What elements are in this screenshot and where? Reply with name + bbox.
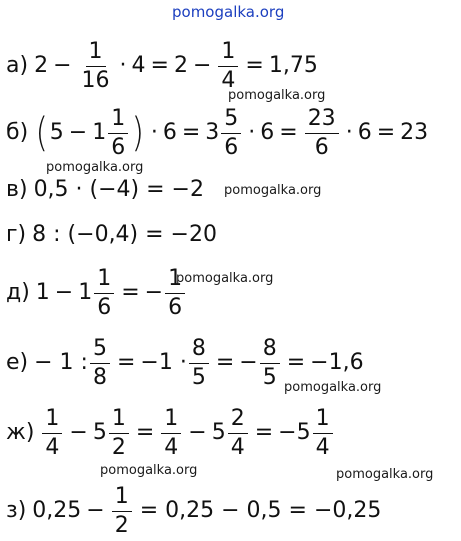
term: 4 (131, 53, 146, 78)
item-label: а) (6, 53, 29, 78)
term: 2 (34, 53, 49, 78)
denominator: 16 (81, 67, 110, 93)
numerator: 1 (313, 407, 333, 433)
fraction (109, 407, 129, 458)
operator: = (181, 120, 201, 145)
numerator: 5 (221, 107, 241, 133)
term: 6 (162, 120, 177, 145)
operator: − (86, 498, 105, 523)
equation-zh (6, 404, 457, 462)
operator: − (192, 53, 212, 78)
fraction (112, 485, 132, 536)
term: − 1 : (34, 350, 88, 375)
item-label: д) (6, 280, 30, 305)
term: 0,25 (32, 498, 82, 523)
numerator: 1 (161, 407, 181, 433)
term: 1 (35, 280, 50, 305)
equation-v (6, 176, 457, 204)
item-label: г) (6, 222, 27, 247)
numerator: 1 (42, 407, 62, 433)
denominator: 4 (315, 434, 330, 460)
operator: = (376, 120, 396, 145)
right-paren: ) (131, 110, 145, 156)
fraction (42, 407, 62, 458)
item-label: ж) (6, 420, 35, 445)
operator: · (345, 120, 353, 145)
denominator: 5 (191, 364, 206, 390)
watermark: pomogalka.org (224, 183, 322, 198)
numerator: 8 (260, 337, 280, 363)
numerator: 5 (90, 337, 110, 363)
mixed-number (212, 407, 250, 458)
fraction (94, 267, 114, 318)
whole-part: 5 (211, 420, 226, 445)
expression: 0,5 · (−4) = −2 (33, 177, 204, 202)
term: −1,6 (310, 350, 364, 375)
numerator: 1 (109, 407, 129, 433)
whole-part: 1 (78, 280, 93, 305)
numerator: 23 (305, 107, 339, 133)
denominator: 6 (97, 294, 112, 320)
denominator: 4 (45, 434, 60, 460)
denominator: 4 (221, 67, 236, 93)
numerator: 1 (86, 40, 106, 66)
operator: − (54, 280, 74, 305)
equation-d (6, 264, 457, 322)
operator: = (116, 350, 136, 375)
item-label: в) (6, 177, 28, 202)
equation-g (6, 221, 457, 249)
denominator: 6 (111, 134, 126, 160)
mixed-number (278, 407, 334, 458)
numerator: 8 (189, 337, 209, 363)
equation-b (6, 104, 457, 162)
whole-part: 3 (205, 120, 220, 145)
whole-part: 5 (92, 420, 107, 445)
fraction (305, 107, 339, 158)
watermark: pomogalka.org (172, 3, 285, 21)
fraction (79, 40, 113, 91)
left-paren: ( (35, 110, 49, 156)
denominator: 6 (168, 294, 183, 320)
operator: · (150, 120, 158, 145)
operator: − (68, 120, 88, 145)
watermark: pomogalka.org (336, 467, 434, 482)
item-label: е) (6, 350, 29, 375)
operator: − (188, 420, 207, 445)
operator: = (286, 350, 306, 375)
fraction (161, 407, 181, 458)
fraction (313, 407, 333, 458)
denominator: 4 (230, 434, 245, 460)
operator: = (215, 350, 235, 375)
mixed-number (78, 267, 116, 318)
fraction (108, 107, 128, 158)
operator: = (254, 420, 274, 445)
operator: = (135, 420, 155, 445)
fraction (165, 267, 185, 318)
operator: = (150, 53, 169, 78)
watermark: pomogalka.org (228, 88, 326, 103)
equation-a (6, 38, 457, 94)
expression: = 0,25 − 0,5 = −0,25 (139, 498, 382, 523)
expression: 8 : (−0,4) = −20 (32, 222, 217, 247)
numerator: 1 (94, 267, 114, 293)
term: 23 (400, 120, 429, 145)
operator: = (121, 280, 140, 305)
watermark: pomogalka.org (176, 271, 274, 286)
numerator: 1 (108, 107, 128, 133)
watermark: pomogalka.org (284, 380, 382, 395)
operator: − (69, 420, 88, 445)
numerator: 1 (218, 40, 238, 66)
operator: = (279, 120, 298, 145)
operator: · (119, 53, 127, 78)
term: 2 (173, 53, 188, 78)
mixed-number (93, 407, 131, 458)
denominator: 6 (224, 134, 239, 160)
item-label: б) (6, 120, 29, 145)
watermark: pomogalka.org (46, 160, 144, 175)
term: 1,75 (268, 53, 318, 78)
fraction (260, 337, 280, 388)
equation-z (6, 482, 457, 540)
numerator: 2 (228, 407, 248, 433)
term: 6 (357, 120, 372, 145)
denominator: 6 (314, 134, 329, 160)
fraction (221, 107, 241, 158)
whole-part: −5 (278, 420, 311, 445)
numerator: 1 (165, 267, 185, 293)
denominator: 2 (111, 434, 126, 460)
sign: − (144, 280, 164, 305)
fraction (228, 407, 248, 458)
operator: − (53, 53, 72, 78)
fraction (218, 40, 238, 91)
mixed-number (205, 107, 243, 158)
item-label: з) (6, 498, 27, 523)
numerator: 1 (112, 485, 132, 511)
operator: · (248, 120, 256, 145)
denominator: 8 (92, 364, 107, 390)
term: 5 (49, 120, 64, 145)
term: 6 (260, 120, 275, 145)
denominator: 5 (262, 364, 277, 390)
equation-e (6, 334, 457, 392)
denominator: 4 (164, 434, 179, 460)
whole-part: 1 (92, 120, 107, 145)
sign: − (239, 350, 258, 375)
denominator: 2 (114, 512, 129, 538)
watermark: pomogalka.org (100, 463, 198, 478)
operator: = (245, 53, 264, 78)
fraction (189, 337, 209, 388)
fraction (90, 337, 110, 388)
term: −1 · (140, 350, 187, 375)
mixed-number (92, 107, 130, 158)
